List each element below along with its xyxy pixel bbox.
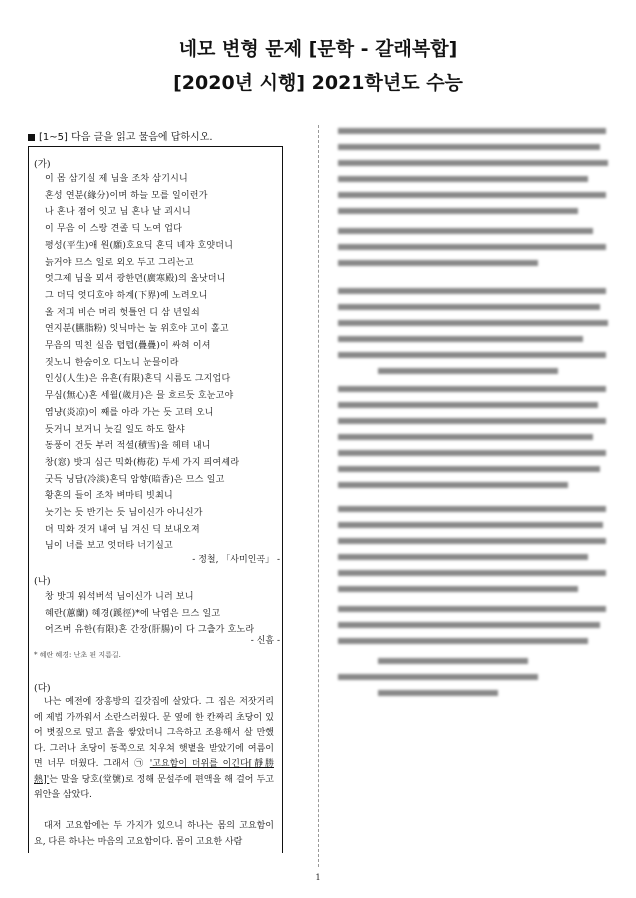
poem-ga-line: 동풍이 건듯 부러 적셜(積雪)을 헤텨 내니 <box>45 441 211 452</box>
footnote: * 혜란 혜경: 난초 핀 지름길. <box>34 651 121 659</box>
instruction <box>28 128 213 143</box>
poem-ga-line: 굿득 닝담(冷淡)혼딕 암향(暗香)은 므스 일고 <box>45 474 225 485</box>
blurred-text-line <box>338 288 606 294</box>
blurred-text-line <box>338 336 583 342</box>
poem-ga-line: 뎌 믹화 것거 내여 님 겨신 딕 보내오져 <box>45 524 200 535</box>
poem-ga-line: 이 몸 삼기실 제 님을 조차 삼기시니 <box>45 174 188 184</box>
poem-ga-line: 님이 너를 보고 엇더타 너기실고 <box>45 541 173 552</box>
blurred-text-line <box>338 320 608 326</box>
poem-ga-line: 황혼의 들이 조차 벼마티 빗최니 <box>45 491 173 502</box>
poem-ga-line: 엇그제 님을 뫼셔 광한뎐(廣寒殿)의 올낫더니 <box>45 274 226 285</box>
blurred-text-line <box>378 690 498 696</box>
blurred-text-line <box>338 418 606 424</box>
blurred-text-line <box>338 506 606 512</box>
blurred-text-line <box>338 554 588 560</box>
column-divider <box>318 125 319 867</box>
blurred-text-line <box>378 368 558 374</box>
blurred-text-line <box>338 386 606 392</box>
document-title: 네모 변형 문제 [문학 - 갈래복합] <box>178 38 458 60</box>
poem-ga-line: 무심(無心)혼 세월(歲月)은 믈 흐르듯 호눈고야 <box>45 391 234 402</box>
section-label-ga: (가) <box>34 159 51 170</box>
poem-na-line: 어즈버 유한(有限)혼 간장(肝腸)이 다 그츨가 호노라 <box>45 625 255 635</box>
blurred-text-line <box>338 176 588 182</box>
poem-ga-line: 늙거야 므스 일로 외오 두고 그리는고 <box>45 257 194 268</box>
blurred-text-line <box>338 450 606 456</box>
prose-paragraph-2: 대저 고요함에는 두 가지가 있으니 하나는 몸의 고요함이요, 다른 하나는 마음의 고요함이다. 몸이 고요한 사람 <box>34 821 274 847</box>
blurred-text-line <box>338 522 603 528</box>
blurred-text-line <box>338 674 538 680</box>
blurred-text-line <box>338 638 588 644</box>
blurred-text-line <box>338 304 600 310</box>
section-label-na: (나) <box>34 576 51 587</box>
para1-text-b: 는 말을 당호(堂號)로 정해 문설주에 편액을 해 걸어 두고 위안을 삼았다. <box>34 774 274 800</box>
blurred-text-line <box>338 402 598 408</box>
poem-ga-line: 염냥(炎凉)이 째를 아라 가는 듯 고텨 오니 <box>45 407 214 418</box>
blurred-text-line <box>338 434 593 440</box>
blurred-text-line <box>338 352 606 358</box>
square-bullet-icon <box>28 134 35 141</box>
poem-ga-line: 연지분(臙脂粉) 잇닉마는 눌 위호야 고이 홀고 <box>45 324 229 335</box>
blurred-text-line <box>338 244 606 250</box>
poem-ga-line: 올 저긔 비슨 머리 헛틀언 디 삼 년일쇠 <box>45 307 200 318</box>
poem-ga-line: 무음의 믹친 실음 텹텹(疊疊)이 싸혀 이셔 <box>45 341 211 351</box>
blurred-text-line <box>338 606 606 612</box>
poem-ga-line: 창(窓) 밧긔 심근 믹화(梅花) 두세 가지 픠여셰라 <box>45 457 240 468</box>
poem-ga-line: 혼성 연분(緣分)이며 하늘 모를 일이런가 <box>45 190 208 201</box>
document-subtitle: [2020년 시행] 2021학년도 수능 <box>173 72 463 94</box>
poem-ga-line: 그 더딕 엇디호야 하계(下界)예 노려오니 <box>45 290 208 301</box>
prose-paragraph-1 <box>34 695 274 804</box>
poem-na-source: - 신흠 - <box>250 636 280 646</box>
poem-ga-line: 늣기는 듯 반기는 듯 님이신가 아니신가 <box>45 508 203 518</box>
page-number: 1 <box>315 873 321 882</box>
blurred-text-line <box>338 622 600 628</box>
blurred-text-line <box>338 192 606 198</box>
blurred-text-line <box>338 144 600 150</box>
poem-ga-line: 짓노니 한숨이오 디노니 눈믈이라 <box>45 357 179 368</box>
underlined-phrase: '고요함이 더위를 이긴다[靜勝熱]' <box>34 759 274 785</box>
poem-na-line: 창 밧긔 워석버석 님이신가 니러 보니 <box>45 592 194 602</box>
blurred-text-line <box>338 482 568 488</box>
instruction-text: [1~5] 다음 글을 읽고 물음에 답하시오. <box>39 132 213 143</box>
blurred-text-line <box>338 538 606 544</box>
poem-na-line: 혜란(蕙蘭) 혜경(蹊徑)*에 낙엽은 므스 일고 <box>45 608 221 619</box>
poem-ga-line: 평성(平生)애 원(願)호요딕 혼딕 녜쟈 호얏더니 <box>45 240 234 251</box>
blurred-text-line <box>338 586 578 592</box>
poem-ga-source: - 정철, 「사미인곡」 - <box>192 555 280 565</box>
blurred-text-line <box>338 128 606 134</box>
blurred-text-line <box>338 208 578 214</box>
section-label-da: (다) <box>34 683 51 694</box>
poem-ga-line: 이 무음 이 스랑 견졸 딕 노여 업다 <box>45 224 183 235</box>
poem-ga-line: 나 혼나 졈어 잇고 님 혼나 날 괴시니 <box>45 207 191 218</box>
blurred-text-line <box>338 228 593 234</box>
blurred-column <box>338 128 608 728</box>
poem-ga-line: 인싱(人生)은 유흔(有限)혼딕 시름도 그지업다 <box>45 374 231 385</box>
blurred-text-line <box>338 570 606 576</box>
blurred-text-line <box>378 658 528 664</box>
poem-ga-line: 듯거니 보거니 늣길 일도 하도 할샤 <box>45 424 185 435</box>
blurred-text-line <box>338 260 538 266</box>
para1-text-a: 나는 예전에 장흥방의 길갓집에 살았다. 그 집은 저잣거리에 제법 가까워서 소란스러웠다. 문 옆에 한 칸짜리 초당이 있어 볏짚으로 덮고 흙을 쌓았더니 그윽하고 조용해서 살 만했다. 그러나 초당이 동쪽으로 치우쳐 햇볕을 받았기에 여름이면 너무 더웠다. 그래서 ㉠ <box>34 697 274 769</box>
blurred-text-line <box>338 160 608 166</box>
blurred-text-line <box>338 466 600 472</box>
